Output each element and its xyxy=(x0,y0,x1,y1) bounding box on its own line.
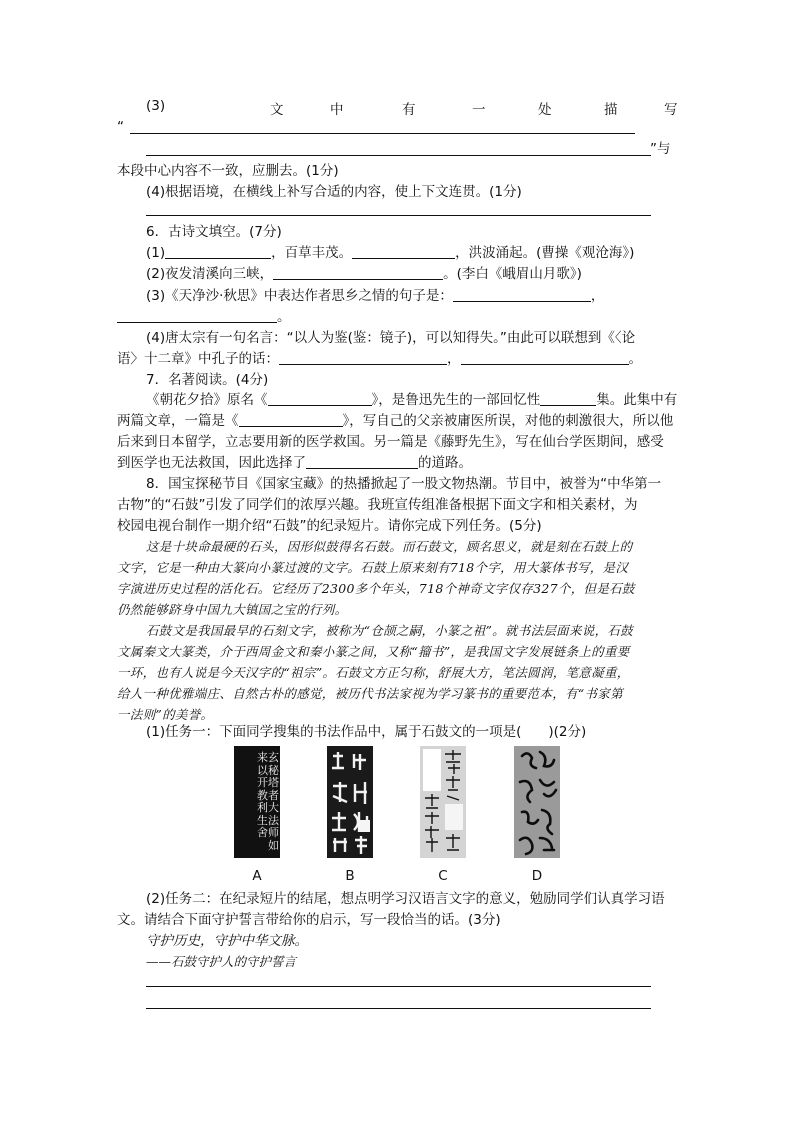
material-line: 文属秦文大篆类，介于西周金文和秦小篆之间，又称“籀书”，是我国文字发展链条上的重要 xyxy=(117,644,630,659)
calligraphy-c-strokes xyxy=(420,746,466,858)
answer-blank[interactable] xyxy=(306,454,418,469)
q3-label: (3) xyxy=(146,98,166,114)
material-line: 这是十块命最硬的石头，因形似鼓得名石鼓。而石鼓文，顾名思义，就是刻在石鼓上的 xyxy=(146,539,633,554)
task2-question-cont: 文。请结合下面守护誓言带给你的启示，写一段恰当的话。(3分) xyxy=(117,912,501,928)
q6-title: 6．古诗文填空。(7分) xyxy=(146,224,282,240)
oath-text: 守护历史，守护中华文脉。 xyxy=(146,933,308,949)
q6-line4-cont: 语〉十二章》中孔子的话： ， 。 xyxy=(117,351,642,367)
q6-line3-cont: 。 xyxy=(117,307,677,327)
q7-line3: 后来到日本留学，立志要用新的医学救国。另一篇是《藤野先生》，写在仙台学医期间，感受 xyxy=(117,434,664,450)
task2-question: (2)任务二：在纪录短片的结尾，想点明学习汉语言文字的意义，勉励同学们认真学习语 xyxy=(146,891,665,907)
answer-blank[interactable] xyxy=(268,391,372,406)
option-label-c: C xyxy=(438,868,448,884)
material-line: 一环，也有人说是今天汉字的“祖宗”。石鼓文方正匀称，舒展大方，笔法圆润，笔意凝重， xyxy=(117,665,630,680)
answer-line[interactable] xyxy=(146,215,651,216)
material-line: 石鼓文是我国最早的石刻文字，被称为“仓颉之嗣，小篆之祖”。就书法层面来说，石鼓 xyxy=(146,623,633,638)
answer-blank[interactable] xyxy=(279,350,447,365)
answer-blank[interactable] xyxy=(352,244,455,259)
calligraphy-image-d xyxy=(514,746,560,858)
material-line: 文字，它是一种由大篆向小篆过渡的文字。石鼓上原来刻有718个字，用大篆体书写，是汉 xyxy=(117,560,629,575)
calligraphy-image-a xyxy=(234,746,280,858)
q7-line4: 到医学也无法救国，因此选择了 的道路。 xyxy=(117,455,472,471)
q3-label-row: (3) 文 中 有 一 处 描 写 xyxy=(146,98,678,118)
option-label-a: A xyxy=(252,868,262,884)
material-line: 一法则”的美誉。 xyxy=(117,707,214,722)
calligraphy-char: 师 xyxy=(268,826,279,839)
material-line: 给人一种优雅端庄、自然古朴的感觉，被历代书法家视为学习篆书的重要范本，有“书家第 xyxy=(117,686,623,701)
material-line: 仍然能够跻身中国九大镇国之宝的行列。 xyxy=(117,602,348,617)
calligraphy-char: 塔 xyxy=(268,776,279,789)
calligraphy-char: 者 xyxy=(268,788,279,802)
answer-blank[interactable] xyxy=(165,244,271,259)
answer-line[interactable] xyxy=(130,133,635,134)
q3-line2: 本段中心内容不一致，应删去。(1分) xyxy=(117,163,339,179)
calligraphy-b-seal-strokes xyxy=(327,746,373,858)
calligraphy-char: 来 xyxy=(257,751,268,764)
answer-blank[interactable] xyxy=(239,412,343,427)
calligraphy-char: 利 xyxy=(257,801,268,814)
calligraphy-char: 生 xyxy=(257,813,268,827)
answer-line[interactable] xyxy=(146,155,651,156)
option-label-b: B xyxy=(345,868,355,884)
q8-line3: 校园电视台制作一期介绍“石鼓”的纪录短片。请你完成下列任务。(5分) xyxy=(117,518,542,534)
calligraphy-image-b xyxy=(327,746,373,858)
answer-blank[interactable] xyxy=(540,391,596,406)
answer-blank[interactable] xyxy=(273,265,443,280)
answer-blank[interactable] xyxy=(461,350,629,365)
q8-line1: 8．国宝探秘节目《国家宝藏》的热播掀起了一股文物热潮。节目中，被誉为“中华第一 xyxy=(146,476,662,492)
calligraphy-image-c xyxy=(420,746,466,858)
q6-line2: (2)夜发清溪向三峡， 。(李白《峨眉山月歌》) xyxy=(146,266,582,282)
answer-blank[interactable] xyxy=(453,287,591,302)
calligraphy-char: 以 xyxy=(257,763,268,777)
calligraphy-char: 舍 xyxy=(257,826,268,839)
material-line: 字演进历史过程的活化石。它经历了2300多个年头，718个神奇文字仅存327个，但是石鼓 xyxy=(117,581,635,596)
calligraphy-d-cursive xyxy=(514,746,560,858)
calligraphy-char: 秘 xyxy=(268,763,279,777)
answer-blank[interactable] xyxy=(117,308,277,323)
oath-source: ——石鼓守护人的守护誓言 xyxy=(146,954,297,969)
calligraphy-char: 法 xyxy=(268,813,279,827)
calligraphy-char: 玄 xyxy=(268,751,279,764)
q7-line1: 《朝花夕拾》原名《 》，是鲁迅先生的一部回忆性 集。此集中有 xyxy=(146,392,678,408)
q3-tail: ”与 xyxy=(650,141,671,157)
calligraphy-char: 教 xyxy=(257,788,268,802)
option-label-d: D xyxy=(531,868,543,884)
q6-line1: (1) ，百草丰茂。 ，洪波涌起。(曹操《观沧海》) xyxy=(146,245,635,261)
calligraphy-char: 大 xyxy=(268,801,279,814)
q8-line2: 古物”的“石鼓”引发了同学们的浓厚兴趣。我班宣传组准备根据下面文字和相关素材，为 xyxy=(117,497,638,513)
calligraphy-char: 开 xyxy=(257,776,268,789)
q7-title: 7．名著阅读。(4分) xyxy=(146,372,269,388)
task1-question: (1)任务一：下面同学搜集的书法作品中，属于石鼓文的一项是( )(2分) xyxy=(146,724,587,740)
q6-line3: (3)《天净沙·秋思》中表达作者思乡之情的句子是： ， xyxy=(146,288,605,304)
answer-line[interactable] xyxy=(146,1008,651,1009)
q7-line2: 两篇文章，一篇是《 》，写自己的父亲被庸医所误，对他的刺激很大，所以他 xyxy=(117,413,674,429)
calligraphy-char: 如 xyxy=(268,838,279,852)
q4-text: (4)根据语境，在横线上补写合适的内容，使上下文连贯。(1分) xyxy=(146,184,522,200)
q3-quote-line: “ xyxy=(117,119,124,135)
answer-line[interactable] xyxy=(146,986,651,987)
q6-line4: (4)唐太宗有一句名言：“以人为鉴(鉴：镜子)，可以知得失。”由此可以联想到《〈论 xyxy=(146,330,636,346)
